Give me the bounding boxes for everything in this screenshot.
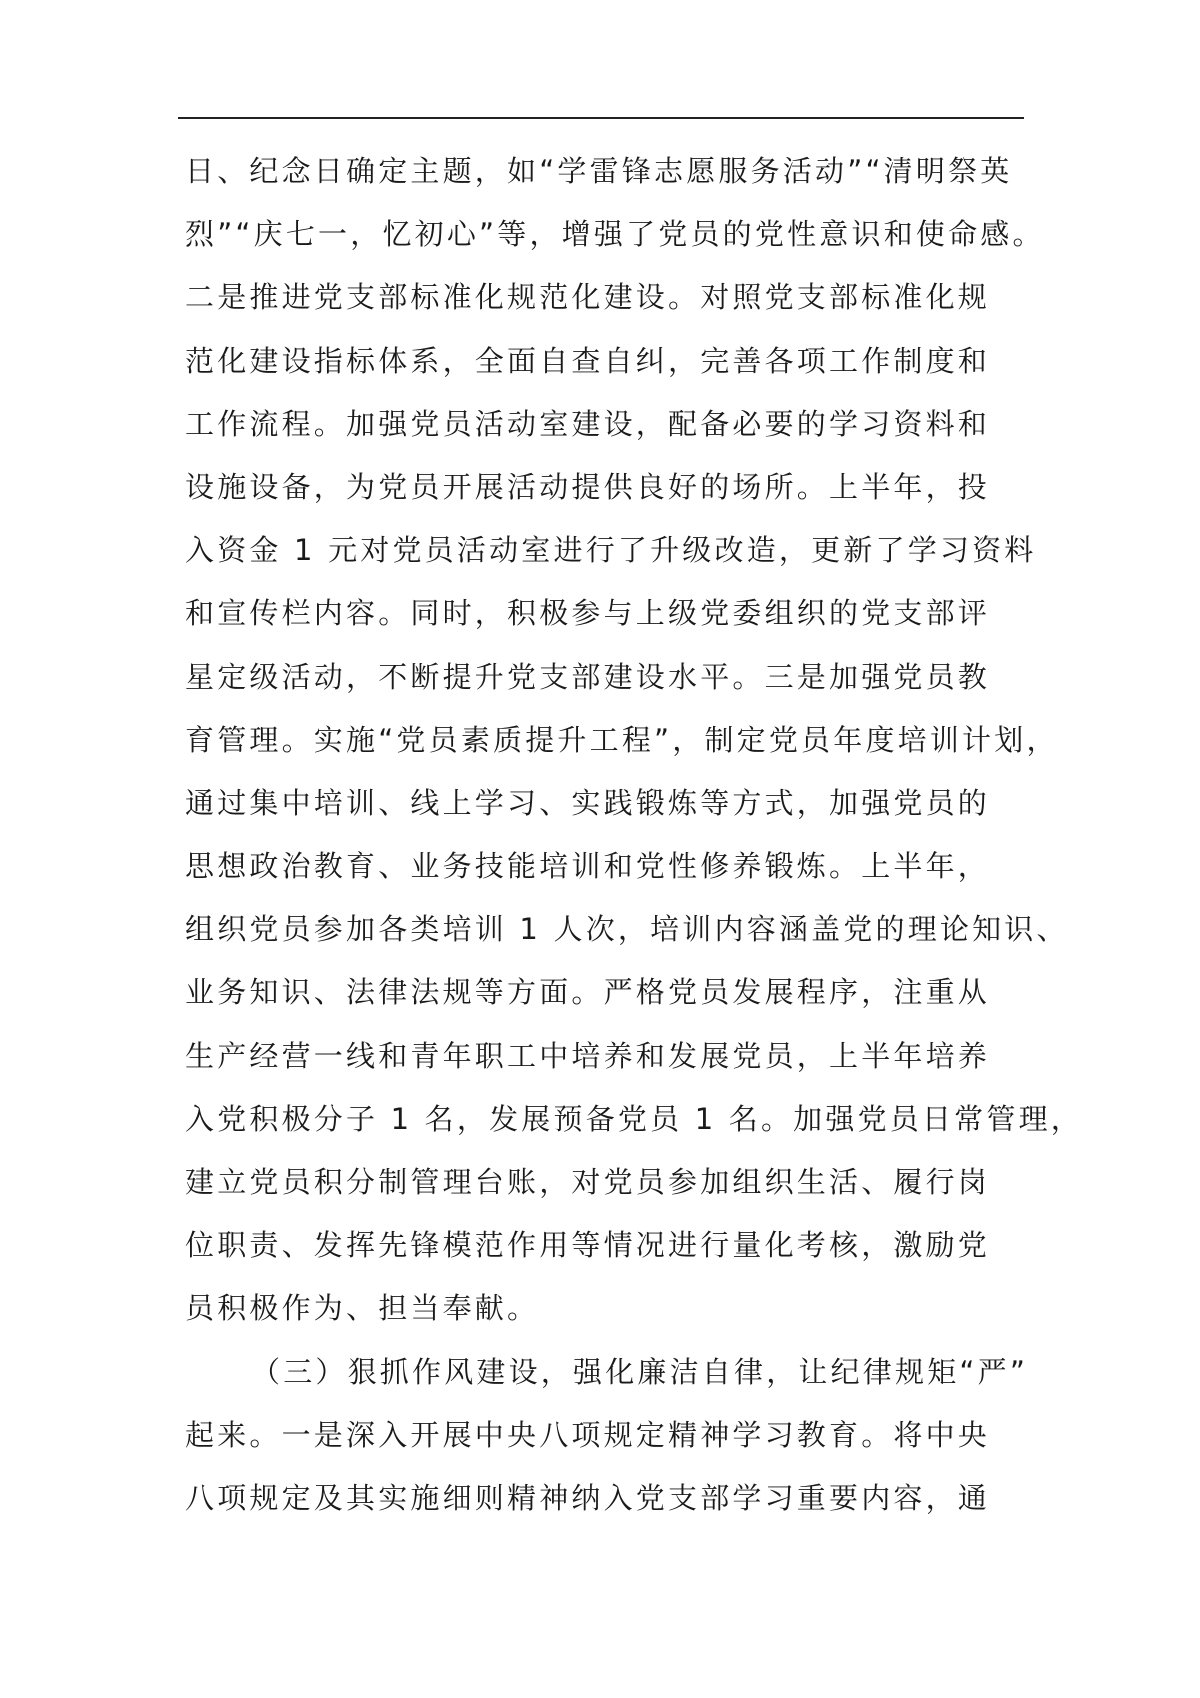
text-line: 设施设备，为党员开展活动提供良好的场所。上半年，投 — [185, 469, 991, 504]
text-line: 通过集中培训、线上学习、实践锻炼等方式，加强党员的 — [185, 785, 991, 820]
header-divider — [178, 117, 1024, 119]
section-heading-line: （三）狠抓作风建设，强化廉洁自律，让纪律规矩“严” — [251, 1354, 1029, 1389]
document-body — [185, 140, 1083, 1530]
text-line: 工作流程。加强党员活动室建设，配备必要的学习资料和 — [185, 406, 991, 441]
text-line: 入党积极分子 1 名，发展预备党员 1 名。加强党员日常管理， — [185, 1101, 1083, 1136]
text-line: 星定级活动，不断提升党支部建设水平。三是加强党员教 — [185, 659, 991, 694]
text-line: 入资金 1 元对党员活动室进行了升级改造，更新了学习资料 — [185, 533, 1037, 568]
text-line: 和宣传栏内容。同时，积极参与上级党委组织的党支部评 — [185, 596, 991, 631]
text-line: 范化建设指标体系，全面自查自纠，完善各项工作制度和 — [185, 343, 991, 378]
text-line: 起来。一是深入开展中央八项规定精神学习教育。将中央 — [185, 1417, 991, 1452]
text-line: 位职责、发挥先锋模范作用等情况进行量化考核，激励党 — [185, 1228, 991, 1263]
text-line: 育管理。实施“党员素质提升工程”，制定党员年度培训计划， — [185, 722, 1059, 757]
text-line: 思想政治教育、业务技能培训和党性修养锻炼。上半年， — [185, 849, 991, 884]
text-line: 建立党员积分制管理台账，对党员参加组织生活、履行岗 — [185, 1165, 991, 1199]
text-line: 员积极作为、担当奉献。 — [185, 1291, 540, 1326]
text-line: 组织党员参加各类培训 1 人次，培训内容涵盖党的理论知识、 — [185, 912, 1069, 947]
text-line: 业务知识、法律法规等方面。严格党员发展程序，注重从 — [185, 975, 991, 1010]
text-line: 日、纪念日确定主题，如“学雷锋志愿服务活动”“清明祭英 — [185, 154, 1013, 188]
text-line: 烈”“庆七一，忆初心”等，增强了党员的党性意识和使命感。 — [185, 217, 1045, 252]
text-line: 八项规定及其实施细则精神纳入党支部学习重要内容，通 — [185, 1480, 991, 1515]
text-line: 二是推进党支部标准化规范化建设。对照党支部标准化规 — [185, 280, 991, 315]
text-line: 生产经营一线和青年职工中培养和发展党员，上半年培养 — [185, 1038, 991, 1073]
